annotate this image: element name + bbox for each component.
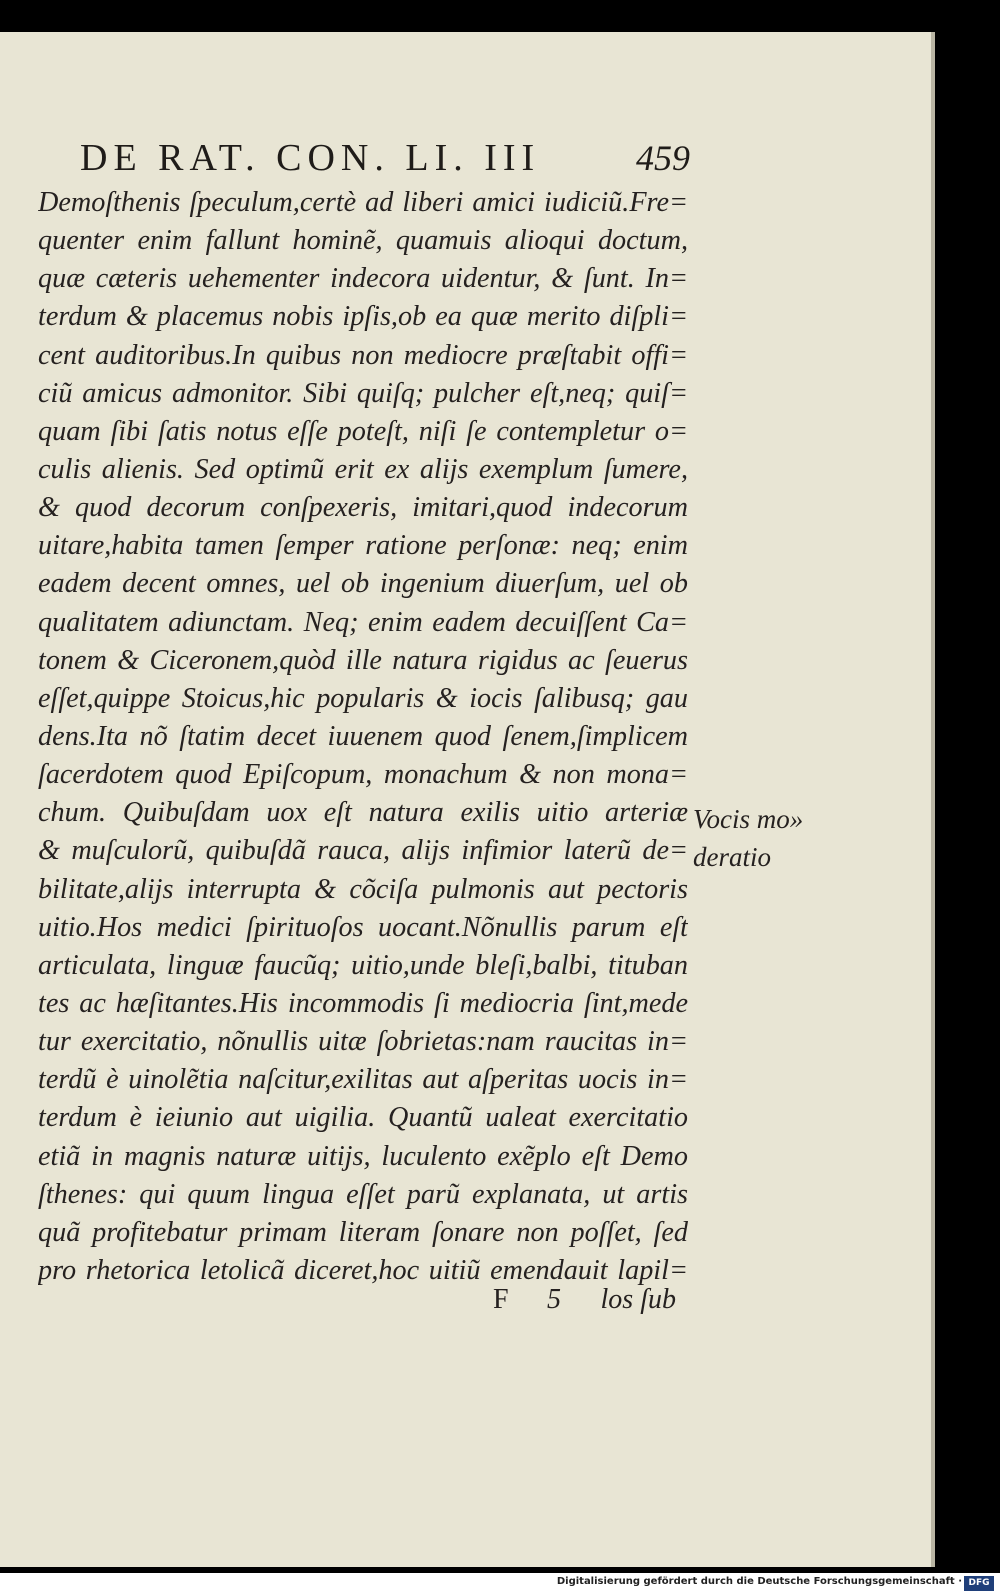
text-line: terdum è ieiunio aut uigilia. Quantũ ualeat exercitatio: [38, 1102, 688, 1134]
text-line: quã profitebatur primam literam ſonare non poſſet, ſed: [38, 1216, 688, 1248]
text-line: ſacerdotem quod Epiſcopum, monachum & non mona=: [38, 759, 688, 791]
running-head-title: DE RAT. CON. LI. III: [80, 137, 541, 179]
signature-letter: F: [493, 1284, 509, 1315]
text-line: eadem decent omnes, uel ob ingenium diuerſum, uel ob: [38, 568, 688, 600]
text-line: & muſculorũ, quibuſdã rauca, alijs infimior laterũ de=: [38, 835, 688, 867]
text-line: tur exercitatio, nõnullis uitæ ſobrietas:nam raucitas in=: [38, 1026, 688, 1058]
marginal-note-line: Vocis mo»: [693, 804, 804, 834]
marginal-note-line: deratio: [693, 842, 771, 872]
text-line: culis alienis. Sed optimũ erit ex alijs exemplum ſumere,: [38, 453, 688, 485]
text-line: etiã in magnis naturæ uitijs, luculento exẽplo eſt Demo: [38, 1140, 688, 1172]
signature-number: 5: [547, 1284, 561, 1315]
text-line: articulata, linguæ faucũq; uitio,unde bleſi,balbi, tituban: [38, 949, 688, 981]
text-line: quenter enim fallunt hominẽ, quamuis alioqui doctum,: [38, 225, 688, 257]
text-line: uitare,habita tamen ſemper ratione perſonæ: neq; enim: [38, 530, 688, 562]
text-line: ciũ amicus admonitor. Sibi quiſq; pulcher eſt,neq; quiſ=: [38, 377, 688, 409]
text-line: uitio.Hos medici ſpirituoſos uocant.Nõnullis parum eſt: [38, 911, 688, 943]
text-line: tonem & Ciceronem,quòd ille natura rigidus ac ſeuerus: [38, 644, 688, 676]
page-number: 459: [636, 138, 690, 178]
text-line: chum. Quibuſdam uox eſt natura exilis uitio arteriæ: [38, 797, 688, 829]
text-line: dens.Ita nõ ſtatim decet iuuenem quod ſenem,ſimplicem: [38, 720, 688, 752]
dfg-logo: DFG: [964, 1576, 994, 1591]
text-line: quæ cæteris uehementer indecora uidentur, & ſunt. In=: [38, 263, 688, 295]
text-line: terdũ è uinolẽtia naſcitur,exilitas aut aſperitas uocis in=: [38, 1064, 688, 1096]
text-line: ſthenes: qui quum lingua eſſet parũ explanata, ut artis: [38, 1178, 688, 1210]
text-line: bilitate,alijs interrupta & cõciſa pulmonis aut pectoris: [38, 873, 688, 905]
page-footer: [38, 1280, 688, 1320]
digitization-notice: Digitalisierung gefördert durch die Deutsche Forschungsgemeinschaft ·: [556, 1576, 962, 1587]
text-line: quam ſibi ſatis notus eſſe poteſt, niſi ſe contempletur o=: [38, 415, 688, 447]
text-line: cent auditoribus.In quibus non mediocre præſtabit offi=: [38, 339, 688, 371]
digitization-strip: [0, 1573, 1000, 1593]
running-head: [80, 134, 690, 182]
marginal-note: [693, 800, 833, 876]
text-line: pro rhetorica letolicã diceret,hoc uitiũ emendauit lapil=: [38, 1254, 688, 1286]
catchword: los ſub: [600, 1284, 676, 1315]
text-line: Demoſthenis ſpeculum,certè ad liberi amici iudiciũ.Fre=: [38, 187, 688, 218]
main-text-block: [38, 184, 688, 1290]
page-edge: [931, 32, 935, 1567]
text-line: eſſet,quippe Stoicus,hic popularis & iocis ſalibusq; gau: [38, 682, 688, 714]
text-line: tes ac hæſitantes.His incommodis ſi mediocria ſint,mede: [38, 987, 688, 1019]
text-line: qualitatem adiunctam. Neq; enim eadem decuiſſent Ca=: [38, 606, 688, 638]
text-line: & quod decorum conſpexeris, imitari,quod indecorum: [38, 492, 688, 524]
text-line: terdum & placemus nobis ipſis,ob ea quæ merito diſpli=: [38, 301, 688, 333]
